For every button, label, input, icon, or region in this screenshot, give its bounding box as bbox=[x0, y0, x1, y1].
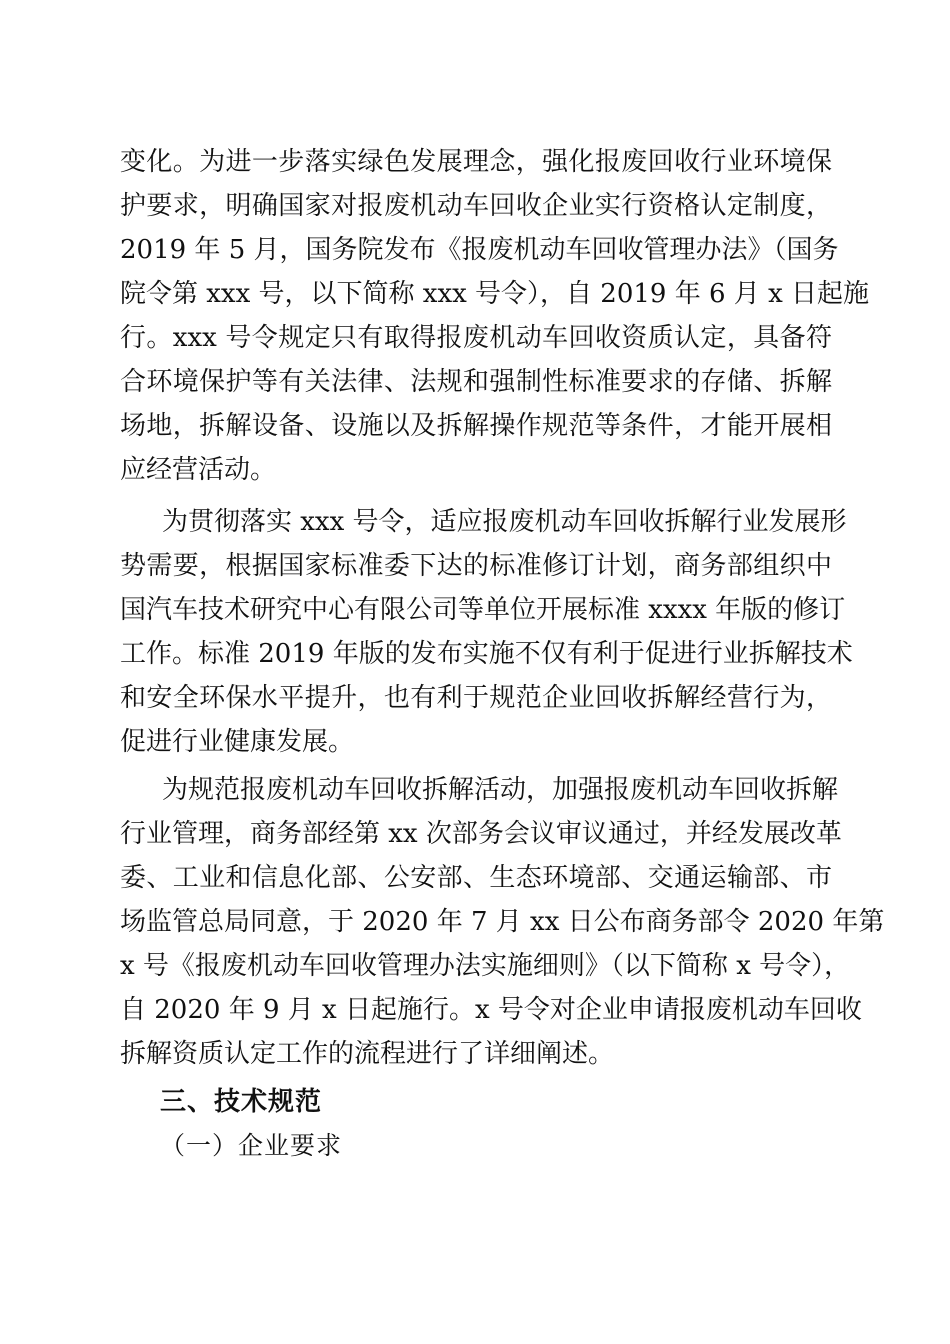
paragraph-line: 场地，拆解设备、设施以及拆解操作规范等条件，才能开展相 bbox=[120, 411, 832, 441]
paragraph-line: 行业管理，商务部经第 xx 次部务会议审议通过，并经发展改革 bbox=[120, 819, 842, 849]
paragraph-line: 为贯彻落实 xxx 号令，适应报废机动车回收拆解行业发展形 bbox=[162, 507, 847, 537]
paragraph-line: 场监管总局同意，于 2020 年 7 月 xx 日公布商务部令 2020 年第 bbox=[120, 907, 885, 937]
paragraph-line: x 号《报废机动车回收管理办法实施细则》（以下简称 x 号令）， bbox=[120, 951, 851, 981]
paragraph-line: 应经营活动。 bbox=[120, 455, 277, 485]
paragraph-line: 委、工业和信息化部、公安部、生态环境部、交通运输部、市 bbox=[120, 863, 832, 893]
paragraph-line: 自 2020 年 9 月 x 日起施行。x 号令对企业申请报废机动车回收 bbox=[120, 995, 862, 1025]
paragraph-line: 合环境保护等有关法律、法规和强制性标准要求的存储、拆解 bbox=[120, 367, 832, 397]
paragraph-line: 变化。为进一步落实绿色发展理念，强化报废回收行业环境保 bbox=[120, 147, 832, 177]
paragraph-line: 护要求，明确国家对报废机动车回收企业实行资格认定制度， bbox=[120, 191, 832, 221]
paragraph-line: 拆解资质认定工作的流程进行了详细阐述。 bbox=[120, 1039, 615, 1069]
paragraph-line: 和安全环保水平提升，也有利于规范企业回收拆解经营行为， bbox=[120, 683, 832, 713]
paragraph-line: 为规范报废机动车回收拆解活动，加强报废机动车回收拆解 bbox=[162, 775, 839, 805]
paragraph-line: 2019 年 5 月，国务院发布《报废机动车回收管理办法》（国务 bbox=[120, 235, 839, 265]
subsection-heading: （一）企业要求 bbox=[160, 1131, 343, 1160]
paragraph-line: 国汽车技术研究中心有限公司等单位开展标准 xxxx 年版的修订 bbox=[120, 595, 846, 625]
paragraph-line: 工作。标准 2019 年版的发布实施不仅有利于促进行业拆解技术 bbox=[120, 639, 853, 669]
paragraph-line: 势需要，根据国家标准委下达的标准修订计划，商务部组织中 bbox=[120, 551, 832, 581]
paragraph-line: 促进行业健康发展。 bbox=[120, 727, 355, 757]
paragraph-line: 行。xxx 号令规定只有取得报废机动车回收资质认定，具备符 bbox=[120, 323, 832, 353]
paragraph-line: 院令第 xxx 号，以下简称 xxx 号令），自 2019 年 6 月 x 日起施 bbox=[120, 279, 869, 309]
section-heading: 三、技术规范 bbox=[160, 1087, 323, 1117]
